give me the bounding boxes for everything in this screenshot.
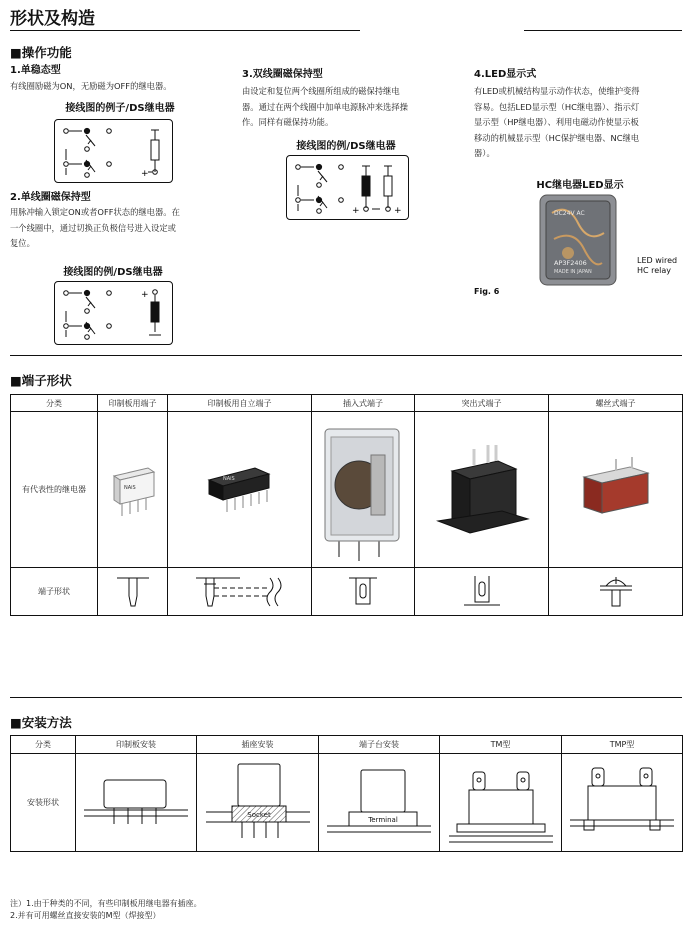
led-display-line-1: 有LED或机械结构显示动作状态，使维护变得 xyxy=(474,86,640,96)
relay-photo-screw xyxy=(549,412,683,568)
led-label-line-2: HC relay xyxy=(637,266,672,275)
protruding-relay-drawing xyxy=(432,435,532,545)
wiring-svg-2 xyxy=(55,282,172,344)
note-1: 注）1.由于种类的不同，有些印制板用继电器有插座。 xyxy=(10,899,202,908)
section-divider-1 xyxy=(10,355,682,356)
single-coil-latch-line-3: 复位。 xyxy=(10,238,35,248)
led-display-title: 4.LED显示式 xyxy=(474,69,537,80)
terminal-row-relay-label: 有代表性的继电器 xyxy=(11,412,98,568)
operation-heading: ■操作功能 xyxy=(10,45,72,60)
mounting-heading: ■安装方法 xyxy=(10,715,72,730)
terminal-col-pcb: 印制板用端子 xyxy=(98,395,168,412)
double-coil-latch-line-3: 作。同样有磁保持功能。 xyxy=(242,117,334,127)
relay-photo-protruding xyxy=(415,412,549,568)
terminal-shape-row xyxy=(11,568,683,616)
mount-shape-tm xyxy=(440,754,562,852)
plus-sign: + xyxy=(394,206,402,216)
chip-mark: NAiS xyxy=(123,484,136,491)
double-coil-latch-text xyxy=(242,84,408,131)
mounting-header-row xyxy=(11,736,683,754)
mounting-col-terminal: 端子台安装 xyxy=(319,736,440,754)
wiring-diagram-single-coil-latch xyxy=(54,281,173,345)
single-coil-latch-title: 2.单线圈磁保持型 xyxy=(10,192,91,203)
double-coil-latch-title: 3.双线圈磁保持型 xyxy=(242,69,323,80)
title-underline-left xyxy=(10,30,360,31)
hc-relay-photo xyxy=(538,193,618,287)
section-divider-2 xyxy=(10,697,682,698)
shape-pcb-pin xyxy=(113,572,153,612)
mount-tmp-drawing xyxy=(566,758,678,848)
plus-sign: + xyxy=(141,290,149,300)
socket-label: Socket xyxy=(246,810,271,819)
page-title: 形状及构造 xyxy=(10,9,95,29)
pcb-relay-drawing xyxy=(108,458,158,522)
terminal-col-protruding: 突出式端子 xyxy=(415,395,549,412)
terminal-heading: ■端子形状 xyxy=(10,373,72,388)
mounting-row-label: 安装形状 xyxy=(11,754,76,852)
mounting-col-tm: TM型 xyxy=(440,736,562,754)
mounting-table xyxy=(10,735,683,852)
mounting-shape-row xyxy=(11,754,683,852)
terminal-col-pcb-selfstand: 印制板用自立端子 xyxy=(168,395,312,412)
mount-shape-socket xyxy=(197,754,319,852)
wiring-diagram-single-stable xyxy=(54,119,173,183)
led-display-text xyxy=(474,84,640,162)
single-coil-latch-caption: 接线图的例/DS继电器 xyxy=(63,267,163,278)
single-coil-latch-text xyxy=(10,205,180,252)
terminal-shape-pcb xyxy=(98,568,168,616)
shape-plugin-pin xyxy=(343,572,383,612)
mount-shape-terminal-block xyxy=(319,754,440,852)
single-coil-latch-line-2: 一个线圈中，通过切换正负极信号进入设定或 xyxy=(10,222,176,233)
terminal-shape-selfstand xyxy=(168,568,312,616)
terminal-label: Terminal xyxy=(368,815,398,824)
double-coil-latch-line-2: 器。通过在两个线圈中加单电源脉冲来选择操 xyxy=(242,101,408,112)
led-display-line-2: 容易。包括LED显示型（HC继电器）、指示灯 xyxy=(474,101,640,112)
terminal-table xyxy=(10,394,683,616)
mount-shape-pcb xyxy=(76,754,197,852)
relay-photo-pcb xyxy=(98,412,168,568)
shape-selfstand-pin xyxy=(190,572,290,612)
led-display-line-3: 显示型（HP继电器）、利用电磁动作使显示板 xyxy=(474,117,639,127)
led-display-line-4: 移动的机械显示型（HC保护继电器、NC继电 xyxy=(474,132,640,143)
led-display-caption: HC继电器LED显示 xyxy=(536,180,624,191)
single-stable-caption: 接线图的例子/DS继电器 xyxy=(65,103,175,114)
hc-relay-drawing xyxy=(538,193,618,287)
note-2: 2.并有可用螺丝直接安装的M型（焊接型） xyxy=(10,911,161,920)
terminal-col-plugin: 插入式端子 xyxy=(312,395,415,412)
shape-protruding-pin xyxy=(460,572,504,612)
double-coil-latch-line-1: 由设定和复位两个线圈所组成的磁保持继电 xyxy=(242,86,400,96)
plus-sign: + xyxy=(141,169,149,179)
relay-print-model: AP3F2406 xyxy=(554,259,587,267)
single-coil-latch-line-1: 用脉冲输入锁定ON或者OFF状态的继电器。在 xyxy=(10,207,180,217)
plugin-relay-drawing xyxy=(315,415,411,565)
mounting-col-label: 分类 xyxy=(11,736,76,754)
plus-sign: + xyxy=(352,206,360,216)
terminal-shape-protruding xyxy=(415,568,549,616)
chip-mark: NAiS xyxy=(222,475,235,482)
mount-tm-drawing xyxy=(445,758,557,848)
figure-label: Fig. 6 xyxy=(474,287,500,296)
wiring-svg-1 xyxy=(55,120,172,182)
terminal-shape-screw xyxy=(549,568,683,616)
title-underline-right xyxy=(524,30,682,31)
terminal-col-screw: 螺丝式端子 xyxy=(549,395,683,412)
selfstand-relay-drawing xyxy=(205,460,275,520)
single-stable-text: 有线圈励磁为ON，无励磁为OFF的继电器。 xyxy=(10,81,172,91)
relay-photo-plugin xyxy=(312,412,415,568)
wiring-svg-3 xyxy=(287,156,408,219)
mount-shape-tmp xyxy=(562,754,683,852)
terminal-shape-plugin xyxy=(312,568,415,616)
relay-print-rating: DC24V AC xyxy=(554,210,585,217)
screw-relay-drawing xyxy=(576,455,656,525)
led-wired-label xyxy=(637,256,677,276)
relay-print-origin: MADE IN JAPAN xyxy=(554,269,592,275)
relay-photo-pcb-selfstand xyxy=(168,412,312,568)
mounting-col-tmp: TMP型 xyxy=(562,736,683,754)
shape-screw-pin xyxy=(594,572,638,612)
single-stable-title: 1.单稳态型 xyxy=(10,65,61,76)
terminal-row-shape-label: 端子形状 xyxy=(11,568,98,616)
mount-pcb-drawing xyxy=(80,758,192,848)
mount-socket-drawing xyxy=(202,758,314,848)
notes xyxy=(10,898,202,922)
led-display-line-5: 器）。 xyxy=(474,148,495,158)
mounting-col-pcb: 印制板安装 xyxy=(76,736,197,754)
led-label-line-1: LED wired xyxy=(637,256,678,265)
terminal-relay-row xyxy=(11,412,683,568)
wiring-diagram-double-coil-latch xyxy=(286,155,409,220)
terminal-col-label: 分类 xyxy=(11,395,98,412)
mount-terminal-drawing xyxy=(323,758,435,848)
mounting-col-socket: 插座安装 xyxy=(197,736,319,754)
terminal-header-row xyxy=(11,395,683,412)
double-coil-latch-caption: 接线图的例/DS继电器 xyxy=(296,141,396,152)
